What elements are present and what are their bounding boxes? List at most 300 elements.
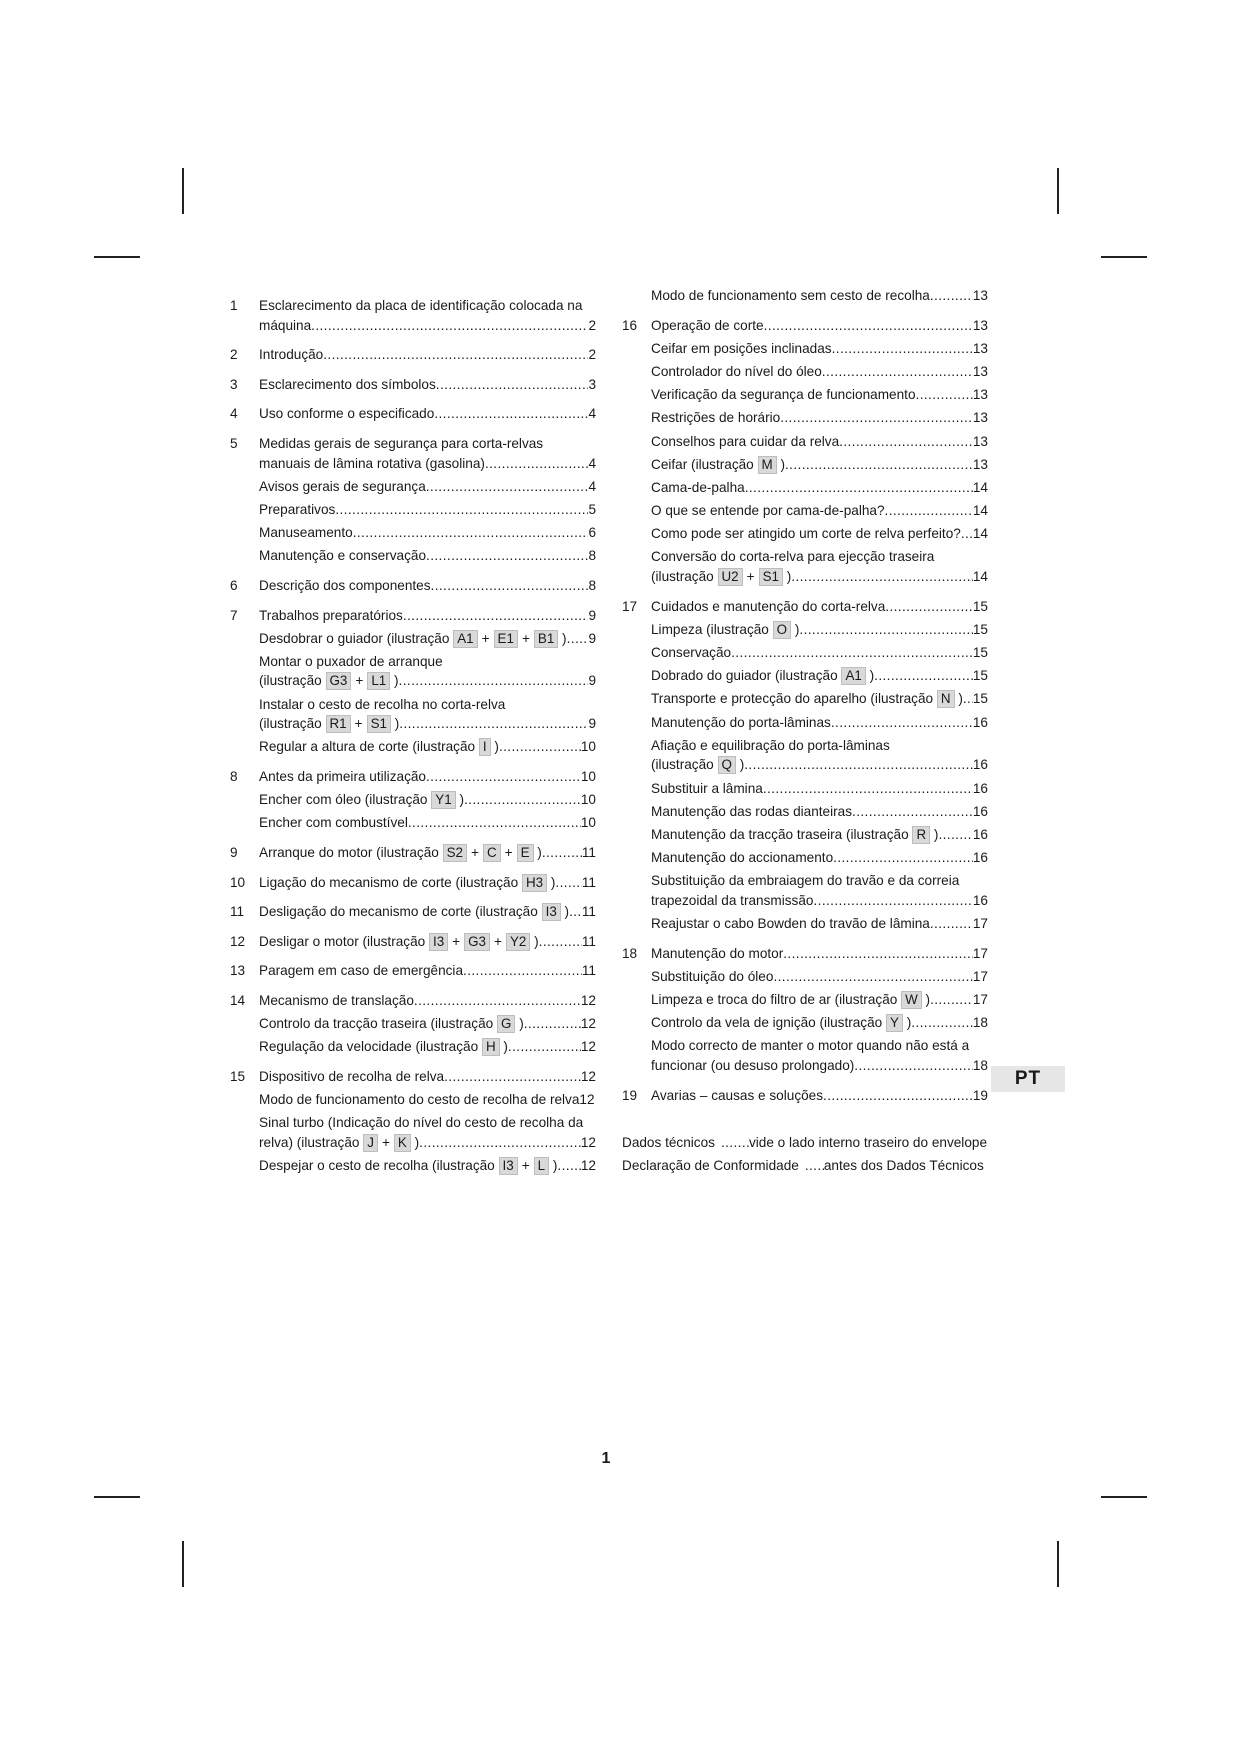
toc-page-number: 14 [972,503,988,519]
toc-page-number: 17 [972,968,988,984]
toc-entry [259,375,596,395]
toc-entry-label: Substituir a lâmina [651,780,763,796]
toc-entry-label: Controlador do nível do óleo [651,363,822,379]
toc-entry-label: Avisos gerais de segurança [259,478,426,494]
toc-entry [651,362,988,382]
crop-mark-bottom-right [1057,1541,1059,1587]
leader-dots [399,714,588,734]
leader-dots [419,1133,581,1153]
section-entries [651,597,988,934]
conformity-value: antes dos Dados Técnicos [823,1158,984,1173]
leader-dots [569,902,582,922]
toc-line [259,991,596,1011]
toc-page-number: 12 [580,1134,596,1150]
section-number: 8 [230,769,238,785]
toc-entry [651,385,988,405]
toc-line [259,932,596,952]
toc-page-number: 8 [588,577,596,593]
toc-section [622,597,988,934]
toc-entry [651,779,988,799]
leader-dots [353,523,589,543]
illustration-ref: R1 [326,715,351,733]
toc-page-number: 8 [588,548,596,564]
toc-page-number: 2 [588,317,596,333]
toc-line [651,802,988,822]
toc-entry [651,478,988,498]
section-number: 9 [230,845,238,860]
toc-entry [259,606,596,626]
illustration-ref: C [483,844,501,862]
toc-entry [259,695,596,734]
toc-entry [259,500,596,520]
leader-dots [763,779,973,799]
toc-left-column [230,296,596,1186]
toc-page-number: 14 [972,526,988,542]
toc-line [259,1037,596,1057]
toc-page-number: 9 [588,630,596,646]
section-entries [651,1086,988,1106]
plus-sign: + [355,673,364,689]
toc-entry-label: Arranque do motor (ilustração S2 + C + E ) [259,845,542,860]
illustration-ref: Y2 [506,933,530,951]
illustration-ref: E [517,844,534,862]
toc-entry-label: (ilustração R1 + S1 ) [259,716,400,732]
toc-line [651,643,988,663]
leader-dots [323,345,588,365]
toc-entry-label: Manutenção do porta-lâminas [651,714,831,730]
toc-right-column [622,286,988,1115]
toc-section [230,843,596,863]
leader-dots [426,477,589,497]
toc-page-number: 16 [972,757,988,773]
toc-entry-text: Medidas gerais de segurança para corta-relvas [259,435,544,451]
toc-entry-label: (ilustração Q ) [651,757,745,773]
toc-line [259,714,596,734]
leader-dots [823,1086,973,1106]
leader-dots [542,843,582,863]
toc-entry-label: Reajustar o cabo Bowden do travão de lâmina [651,916,930,932]
leader-dots [499,737,581,757]
toc-page-number: 17 [972,945,988,961]
toc-entry [651,455,988,475]
leader-dots [930,914,973,934]
toc-line [651,524,988,544]
toc-page-number: 9 [588,716,596,732]
toc-line [259,1156,596,1176]
toc-entry-label: Controlo da vela de ignição (ilustração Y ) [651,1015,912,1031]
toc-entry [259,523,596,543]
toc-entry-label: Cuidados e manutenção do corta-relva [651,598,886,614]
toc-entry-label: funcionar (ou desuso prolongado) [651,1058,855,1074]
toc-entry-label: Dispositivo de recolha de relva [259,1068,445,1084]
section-entries [259,873,596,893]
toc-section [230,961,596,981]
toc-line [651,316,988,336]
toc-page-number: 15 [972,668,988,684]
toc-entry-label: Uso conforme o especificado [259,406,435,422]
toc-line [651,713,988,733]
leader-dots [464,790,581,810]
section-entries [259,576,596,596]
leader-dots [961,524,973,544]
toc-entry [651,944,988,964]
toc-page-number: 13 [972,317,988,333]
section-number: 2 [230,347,238,363]
toc-page-number: 15 [972,621,988,637]
toc-line [651,455,988,475]
toc-line [259,375,596,395]
toc-section [230,767,596,833]
toc-entry-label: O que se entende por cama-de-palha? [651,503,885,519]
illustration-ref: R [912,826,930,844]
toc-line [259,477,596,497]
toc-section [230,434,596,566]
toc-entry-label: Transporte e protecção do aparelho (ilustração N ) [651,691,963,707]
section-number: 1 [230,298,238,313]
toc-line [651,914,988,934]
toc-page-number: 12 [580,1039,596,1055]
leader-dots [773,967,972,987]
leader-dots [335,500,588,520]
leader-dots [785,455,973,475]
toc-line [259,1014,596,1034]
toc-entry-label: Mecanismo de translação [259,992,414,1008]
toc-entry [651,713,988,733]
illustration-ref: I3 [542,903,561,921]
toc-entry [651,1013,988,1033]
illustration-ref: N [937,690,955,708]
toc-entry [259,404,596,424]
toc-line [259,873,596,893]
crop-mark-left-upper [94,256,140,258]
toc-entry-label: Cama-de-palha [651,479,745,495]
toc-page-number: 10 [580,792,596,808]
illustration-ref: S1 [367,715,391,733]
toc-entry [651,432,988,452]
toc-entry [651,736,988,775]
leader-dots [426,546,588,566]
plus-sign: + [381,1134,390,1150]
toc-section [230,576,596,596]
toc-line [651,408,988,428]
toc-line [651,362,988,382]
toc-entry-text: Conversão do corta-relva para ejecção traseira [651,549,935,565]
toc-entry-label: trapezoidal da transmissão [651,892,814,908]
leader-dots [557,1156,580,1176]
toc-line [651,1013,988,1033]
toc-entry [651,990,988,1010]
illustration-ref: I3 [499,1157,518,1175]
toc-entry-label: Ceifar (ilustração M ) [651,456,785,472]
section-entries [259,902,596,922]
section-entries [259,434,596,566]
toc-line [651,990,988,1010]
toc-entry-label: Avarias – causas e soluções [651,1087,824,1103]
section-entries [259,375,596,395]
toc-entry-text: Sinal turbo (Indicação do nível do cesto de recolha da [259,1115,584,1131]
toc-section [622,944,988,1076]
toc-line [259,790,596,810]
toc-line [259,316,596,336]
toc-page-number: 11 [581,904,596,920]
leader-dots [813,891,972,911]
toc-page-number: 16 [972,803,988,819]
toc-entry [259,790,596,810]
toc-line [259,961,596,981]
leader-dots [938,825,972,845]
toc-line [259,1090,596,1110]
leader-dots [822,362,973,382]
plus-sign: + [521,630,530,646]
leader-dots [403,606,589,626]
toc-entry-label: Verificação da segurança de funcionamento [651,387,916,403]
leader-dots [930,990,973,1010]
leader-dots [791,567,973,587]
toc-entry-label: Manutenção das rodas dianteiras [651,803,853,819]
toc-entry [259,961,596,981]
leader-dots [839,432,973,452]
illustration-ref: U2 [718,568,743,586]
toc-entry [259,932,596,952]
toc-entry-label: Descrição dos componentes [259,577,431,593]
plus-sign: + [471,845,479,860]
toc-line [259,404,596,424]
toc-entry [651,547,988,586]
toc-entry [651,666,988,686]
toc-page-number: 18 [972,1015,988,1031]
toc-section [622,286,988,306]
section-number: 11 [230,904,245,920]
toc-page-number: 16 [972,826,988,842]
toc-entry-label: Manutenção do motor [651,945,784,961]
toc-entry [259,1113,596,1152]
technical-data-label: Dados técnicos [622,1135,715,1150]
toc-entry-label: Trabalhos preparatórios [259,607,403,623]
toc-entry-label: Antes da primeira utilização [259,769,426,785]
illustration-ref: J [363,1134,378,1152]
leader-dots [508,1037,581,1057]
section-entries [259,991,596,1057]
illustration-ref: Q [718,756,736,774]
toc-line [651,891,988,911]
section-entries [651,316,988,587]
leader-dots [436,375,589,395]
illustration-ref: S2 [443,844,467,862]
toc-entry-text: Esclarecimento da placa de identificação colocada na [259,298,583,313]
toc-page-number: 16 [972,892,988,908]
toc-page-number: 12 [580,1016,596,1032]
leader-dots [567,629,589,649]
toc-entry [259,1014,596,1034]
illustration-ref: G3 [464,933,490,951]
crop-mark-left-lower [94,1496,140,1498]
toc-section [622,1086,988,1106]
language-tab: PT [991,1066,1065,1092]
toc-entry-label: (ilustração G3 + L1 ) [259,673,399,689]
toc-entry-label: Encher com óleo (ilustração Y1 ) [259,792,464,808]
leader-dots [431,576,589,596]
toc-entry-label: relva) (ilustração J + K ) [259,1134,420,1150]
toc-line [651,339,988,359]
toc-section [622,316,988,587]
toc-page-number: 17 [972,916,988,932]
toc-entry [259,345,596,365]
illustration-ref: M [758,456,777,474]
toc-line [259,767,596,787]
toc-entry-label: Encher com combustível [259,815,408,831]
toc-page-number: 14 [972,569,988,585]
toc-page-number: 4 [588,478,596,494]
toc-entry-label: Restrições de horário [651,410,781,426]
section-entries [259,843,596,863]
toc-line [259,902,596,922]
toc-entry [651,524,988,544]
illustration-ref: E1 [494,630,518,648]
toc-section [230,404,596,424]
illustration-ref: I [479,738,491,756]
toc-line [259,671,596,691]
toc-entry [651,689,988,709]
section-entries [259,606,596,758]
leader-dots [854,1056,973,1076]
section-entries [259,1067,596,1176]
leader-dots [524,1014,581,1034]
toc-page-number: 10 [580,769,596,785]
toc-line [651,848,988,868]
toc-section [230,902,596,922]
toc-line [651,286,988,306]
toc-entry-label: Ligação do mecanismo de corte (ilustração H3 ) [259,874,556,890]
toc-entry [259,1090,596,1110]
illustration-ref: I3 [429,933,448,951]
toc-line [259,1133,596,1153]
leader-dots [414,991,581,1011]
toc-entry [259,434,596,473]
toc-page-number: 5 [588,501,596,517]
toc-entry-text: Instalar o cesto de recolha no corta-relva [259,696,506,712]
crop-mark-bottom-left [182,1541,184,1587]
illustration-ref: Y [886,1014,903,1032]
section-number: 16 [622,317,638,333]
toc-page-number: 16 [972,850,988,866]
section-number: 18 [622,945,638,961]
plus-sign: + [481,630,490,646]
toc-page-number: 9 [588,673,596,689]
crop-mark-right-lower [1101,1496,1147,1498]
toc-line [259,345,596,365]
section-entries [259,961,596,981]
conformity-line [622,1156,988,1176]
toc-line [259,500,596,520]
toc-page-number: 6 [588,525,596,541]
plus-sign: + [746,569,755,585]
toc-line [259,606,596,626]
toc-entry [259,629,596,649]
toc-page-number: 9 [588,607,596,623]
leader-dots [831,713,973,733]
leader-dots [731,643,973,663]
toc-page-number: 13 [972,433,988,449]
toc-entry-label: Esclarecimento dos símbolos [259,376,436,392]
toc-page-number: 11 [581,874,596,890]
toc-page-number: 4 [588,406,596,422]
toc-entry-text: Substituição da embraiagem do travão e da correia [651,873,960,889]
toc-entry [259,902,596,922]
toc-entry [259,1067,596,1087]
illustration-ref: H3 [522,874,547,892]
section-entries [259,932,596,952]
leader-dots [399,671,589,691]
toc-line [651,385,988,405]
leader-dots [799,620,972,640]
leader-dots [485,454,589,474]
toc-entry [259,843,596,863]
conformity-label: Declaração de Conformidade [622,1158,799,1173]
toc-entry-label: Desdobrar o guiador (ilustração A1 + E1 + B1 ) [259,630,567,646]
crop-mark-top-left [182,168,184,214]
toc-line [259,1067,596,1087]
toc-line [259,813,596,833]
toc-entry-label: Desligar o motor (ilustração I3 + G3 + Y2 ) [259,933,539,949]
toc-entry [259,477,596,497]
toc-entry-label: Manutenção do accionamento [651,850,834,866]
toc-page-number: 13 [972,387,988,403]
toc-entry-label: Conservação [651,645,732,661]
illustration-ref: G [497,1015,515,1033]
toc-page-number: 18 [972,1058,988,1074]
illustration-ref: L [534,1157,549,1175]
toc-entry [651,1036,988,1075]
toc-page-number: 10 [580,815,596,831]
section-number: 6 [230,577,238,593]
toc-entry [651,848,988,868]
toc-entry-label: Manutenção da tracção traseira (ilustração R ) [651,826,939,842]
toc-entry-label: Modo de funcionamento do cesto de recolha de relva [259,1092,580,1108]
leader-dots [832,339,973,359]
toc-entry-label: Limpeza e troca do filtro de ar (ilustração W ) [651,992,931,1008]
leader-dots [764,316,973,336]
toc-entry [259,546,596,566]
toc-page-number: 16 [972,780,988,796]
toc-line [259,737,596,757]
toc-entry-label: Paragem em caso de emergência [259,963,464,979]
toc-entry [259,991,596,1011]
toc-entry-label: Conselhos para cuidar da relva [651,433,840,449]
toc-entry-label: Como pode ser atingido um corte de relva perfeito? [651,526,961,542]
toc-line [259,629,596,649]
toc-page-number: 11 [581,845,596,860]
toc-entry-label: Modo de funcionamento sem cesto de recolha [651,288,930,303]
toc-entry-label: Manutenção e conservação [259,548,427,564]
leader-dots [408,813,581,833]
toc-line [651,689,988,709]
toc-section [230,932,596,952]
toc-section [230,606,596,758]
plus-sign: + [521,1158,530,1174]
leader-dots [783,944,973,964]
leader-dots [885,597,973,617]
toc-entry [651,871,988,910]
toc-entry [651,408,988,428]
leader-dots [852,802,973,822]
toc-entry-label: Operação de corte [651,317,764,333]
toc-page-number: 13 [972,288,988,303]
toc-line [651,478,988,498]
leader-dots [444,1067,581,1087]
toc-entry [259,737,596,757]
toc-line [259,523,596,543]
leader-dots [745,478,973,498]
